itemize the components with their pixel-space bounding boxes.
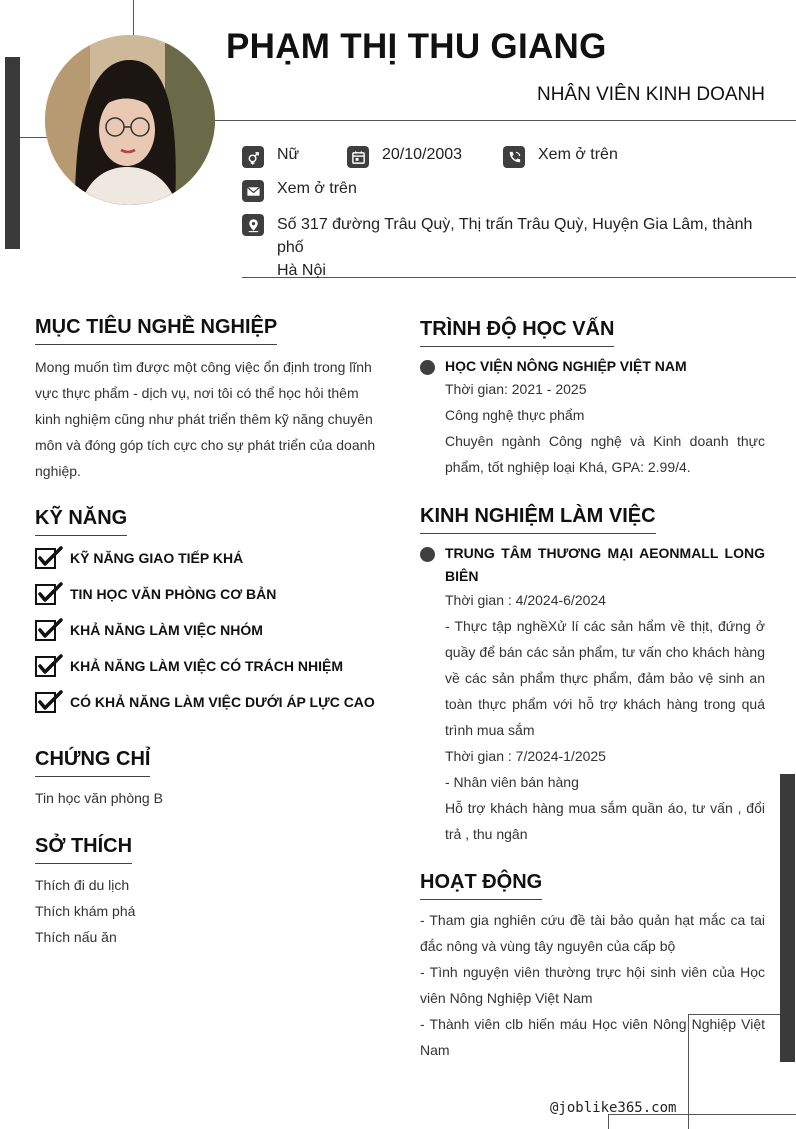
address-line-1: Số 317 đường Trâu Quỳ, Thị trấn Trâu Quỳ, Huyện Gia Lâm, thành phố [277,216,753,256]
skill-item [35,618,263,642]
experience-bullet [420,547,435,562]
top-vertical-line [133,0,134,40]
skill-item [35,654,343,678]
objective-line: kinh nghiệm cũng như phát triển thêm kỹ năng chuyên [35,411,373,427]
phone-row [503,146,618,168]
activity-line: - Tham gia nghiên cứu đề tài bảo quản hạt mắc ca tai [420,912,765,928]
skill-label: TIN HỌC VĂN PHÒNG CƠ BẢN [70,586,277,602]
certificate-item: Tin học văn phòng B [35,790,163,806]
experience-line: trình mua sắm [445,722,535,738]
school-name: HỌC VIỆN NÔNG NGHIỆP VIỆT NAM [445,358,687,374]
experience-line: trả , thu ngân [445,826,528,842]
email-icon [242,180,264,202]
address-line-2: Hà Nội [277,262,326,279]
experience-line: - Nhân viên bán hàng [445,774,579,790]
education-title: TRÌNH ĐỘ HỌC VẤN [420,318,614,347]
location-icon [242,214,264,236]
objective-line: Mong muốn tìm được một công việc ổn định trong lĩnh [35,359,372,375]
birthday-row [347,146,462,168]
skill-item [35,690,375,714]
activity-line: - Tình nguyện viên thường trực hội sinh viên của Học [420,964,765,980]
watermark: @joblike365.com [550,1100,677,1116]
experience-line: Thời gian : 4/2024-6/2024 [445,592,606,608]
skills-title: KỸ NĂNG [35,507,127,536]
checkbox-checked-icon [35,546,63,570]
objective-title: MỤC TIÊU NGHỀ NGHIỆP [35,316,277,345]
skill-item [35,546,243,570]
hobby-item: Thích nấu ăn [35,929,117,945]
education-time: Thời gian: 2021 - 2025 [445,381,587,397]
activities-title: HOẠT ĐỘNG [420,871,542,900]
checkbox-checked-icon [35,618,63,642]
phone-icon [503,146,525,168]
skill-label: CÓ KHẢ NĂNG LÀM VIỆC DƯỚI ÁP LỰC CAO [70,694,375,710]
education-major: Công nghệ thực phẩm [445,407,585,423]
certificates-title: CHỨNG CHỈ [35,748,150,777]
education-details [445,376,765,480]
activity-line: Nam [420,1042,450,1058]
education-desc-line: Chuyên ngành Công nghệ và Kinh doanh thực [445,433,765,449]
company-line: BIÊN [445,568,479,584]
objective-line: nghiệp. [35,463,81,479]
checkbox-checked-icon [35,690,63,714]
experience-line: toàn thực phẩm với hỗ trợ khách hàng trong quá [445,696,765,712]
photo-horizontal-line [20,137,48,138]
skill-label: KHẢ NĂNG LÀM VIỆC CÓ TRÁCH NHIỆM [70,658,343,674]
objective-text [35,354,380,484]
activity-line: đắc nông và vùng tây nguyên của cấp bộ [420,938,676,954]
activity-line: - Thành viên clb hiến máu Học viên Nông Nghiệp Việt [420,1016,765,1032]
address-value [277,213,777,282]
candidate-name: PHẠM THỊ THU GIANG [226,27,607,66]
experience-line: - Thực tập nghềXử lí các sản hẩm về thịt, đứng ở [445,618,765,634]
checkbox-checked-icon [35,582,63,606]
experience-line: Hỗ trợ khách hàng mua sắm quần áo, tư vấn , đổi [445,800,765,816]
gender-icon [242,146,264,168]
gender-row [242,146,299,168]
objective-line: vực thực phẩm - dịch vụ, nơi tôi có thể học hỏi thêm [35,385,359,401]
education-bullet [420,360,435,375]
experience-line: quầy để bán các sản phẩm, tư vấn cho khách hàng [445,644,765,660]
email-row [242,180,357,202]
company-line: TRUNG TÂM THƯƠNG MẠI AEONMALL LONG [445,545,765,561]
job-title: NHÂN VIÊN KINH DOANH [536,84,765,105]
bottom-frame-v2 [608,1114,609,1129]
gender-value: Nữ [277,146,300,163]
hobby-item: Thích đi du lịch [35,877,130,893]
activities-details [420,907,765,1063]
profile-photo [45,35,215,205]
activity-line: viên Nông Nghiệp Việt Nam [420,990,593,1006]
calendar-icon [347,146,369,168]
objective-line: môn và đóng góp tích cực cho sự phát triển của doanh [35,437,376,453]
header-divider [215,120,796,121]
skill-item [35,582,276,606]
checkbox-checked-icon [35,654,63,678]
experience-line: về các sản phẩm thực phẩm, đảm bảo vệ sinh an [445,670,765,686]
experience-title: KINH NGHIỆM LÀM VIỆC [420,505,656,534]
right-accent-bar [780,774,795,1062]
skill-label: KỸ NĂNG GIAO TIẾP KHÁ [70,550,244,566]
education-desc-line: phẩm, tốt nghiệp loại Khá, GPA: 2.99/4. [445,459,691,475]
experience-line: Thời gian : 7/2024-1/2025 [445,748,606,764]
birthday-value: 20/10/2003 [382,146,463,163]
experience-details [445,587,765,847]
email-value: Xem ở trên [277,180,357,197]
left-accent-bar [5,57,20,249]
company-name [445,542,765,588]
address-row [242,214,777,282]
hobby-item: Thích khám phá [35,903,136,919]
hobbies-title: SỞ THÍCH [35,835,132,864]
skill-label: KHẢ NĂNG LÀM VIỆC NHÓM [70,622,263,638]
phone-value: Xem ở trên [538,146,618,163]
